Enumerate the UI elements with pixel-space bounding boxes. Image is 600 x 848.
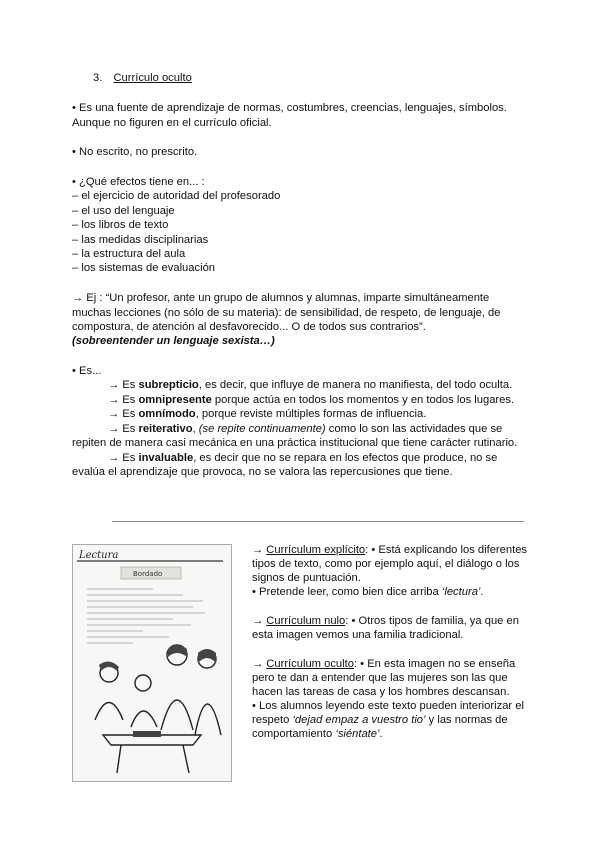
oculto-line4: • Los alumnos leyendo este texto pueden interiorizar el <box>252 700 524 712</box>
image-subtitle: Bordado <box>133 570 163 578</box>
es-intro: • Es... <box>72 365 102 377</box>
para1-line1: • Es una fuente de aprendizaje de normas, costumbres, creencias, lenguajes, símbolos. <box>72 102 507 114</box>
es-item-omnimodo <box>108 408 426 420</box>
textbook-illustration <box>72 544 232 782</box>
oculto-text: comportamiento <box>252 728 336 740</box>
nulo-label: Currículum nulo <box>266 615 346 627</box>
oculto-text: : • En esta imagen no se enseña <box>353 658 516 670</box>
es-item-invaluable <box>108 452 497 464</box>
explicito-text: . <box>480 586 484 598</box>
para1-line2: Aunque no figuren en el currículo oficial. <box>72 117 272 129</box>
es-item-term: subrepticio <box>138 379 199 391</box>
es-item-aside: (se repite continuamente) <box>198 423 326 435</box>
example-line3: compostura, de atención al desfavorecido... O de todos sus contrarios”. <box>72 321 426 333</box>
es-item-prefix: → Es <box>108 379 139 391</box>
es-item-sep: , <box>192 423 199 435</box>
oculto-quote: ‘dejad empaz a vuestro tio’ <box>292 714 426 726</box>
explicito-text: : • Está explicando los diferentes <box>365 544 528 556</box>
es-item-term: omnímodo <box>138 408 196 420</box>
nulo-line1 <box>252 615 519 627</box>
explicito-line2: tipos de texto, como por ejemplo aquí, el diálogo o los <box>252 558 520 570</box>
oculto-label: Currículum oculto <box>266 658 354 670</box>
divider <box>112 521 524 522</box>
effects-item: – las medidas disciplinarias <box>72 234 209 246</box>
family-reading-image <box>73 545 231 781</box>
para2: • No escrito, no prescrito. <box>72 146 198 158</box>
oculto-text: . <box>379 728 383 740</box>
oculto-text: y las normas de <box>425 714 508 726</box>
oculto-line2: pero te dan a entender que las mujeres son las que <box>252 672 508 684</box>
effects-item: – los sistemas de evaluación <box>72 262 216 274</box>
es-item-subrepticio <box>108 379 512 391</box>
explicito-line4 <box>252 586 484 598</box>
arrow: → <box>252 615 267 627</box>
es-item-omnipresente <box>108 394 514 406</box>
explicito-line1 <box>252 544 527 556</box>
explicito-quote: ‘lectura’ <box>441 586 481 598</box>
example-note: (sobreentender un lenguaje sexista…) <box>72 335 275 347</box>
es-item-text: porque actúa en todos los momentos y en todos los lugares. <box>211 394 515 406</box>
explicito-line3: signos de puntuación. <box>252 572 361 584</box>
explicito-text: • Pretende leer, como bien dice arriba <box>252 586 442 598</box>
nulo-line2: esta imagen vemos una familia tradicional. <box>252 629 464 641</box>
oculto-quote: ‘siéntate’ <box>335 728 380 740</box>
es-item-prefix: → Es <box>108 452 139 464</box>
es-item-text: , es decir que no se repara en los efectos que produce, no se <box>193 452 498 464</box>
section-number: 3. <box>93 72 103 84</box>
effects-item: – los libros de texto <box>72 219 169 231</box>
es-item-prefix: → Es <box>108 408 139 420</box>
effects-item: – la estructura del aula <box>72 248 186 260</box>
effects-item: – el uso del lenguaje <box>72 205 175 217</box>
oculto-line3: hacen las tareas de casa y los hombres descansan. <box>252 686 510 698</box>
es-item-text: , porque reviste múltiples formas de influencia. <box>195 408 427 420</box>
es-item-term: invaluable <box>138 452 194 464</box>
example-line2: muchas lecciones (no sólo de su materia): de sensibilidad, de respeto, de lenguaje, de <box>72 307 501 319</box>
es-item-invaluable-cont: evalúa el aprendizaje que provoca, no se valora las repercusiones que tiene. <box>72 466 453 478</box>
image-header: Lectura <box>79 550 119 561</box>
es-item-reiterativo <box>108 423 502 435</box>
nulo-text: : • Otros tipos de familia, ya que en <box>345 615 519 627</box>
es-item-term: reiterativo <box>138 423 193 435</box>
oculto-line6 <box>252 728 383 740</box>
es-item-text: como lo son las actividades que se <box>325 423 503 435</box>
es-item-reiterativo-cont: repiten de manera casi mecánica en una práctica institucional que tiene carácter rutinario. <box>72 437 518 449</box>
es-item-prefix: → Es <box>108 394 139 406</box>
effects-item: – el ejercicio de autoridad del profesorado <box>72 190 281 202</box>
oculto-text: respeto <box>252 714 293 726</box>
arrow: → <box>252 544 267 556</box>
es-item-term: omnipresente <box>138 394 212 406</box>
section-heading <box>93 72 192 84</box>
example-line1: → Ej : “Un profesor, ante un grupo de alumnos y alumnas, imparte simultáneamente <box>72 292 490 304</box>
oculto-line5 <box>252 714 508 726</box>
section-title: Currículo oculto <box>113 72 192 84</box>
explicito-label: Currículum explícito <box>266 544 366 556</box>
arrow: → <box>252 658 267 670</box>
es-item-text: , es decir, que influye de manera no manifiesta, del todo oculta. <box>198 379 513 391</box>
effects-question: • ¿Qué efectos tiene en... : <box>72 176 205 188</box>
es-item-prefix: → Es <box>108 423 139 435</box>
oculto-line1 <box>252 658 515 670</box>
